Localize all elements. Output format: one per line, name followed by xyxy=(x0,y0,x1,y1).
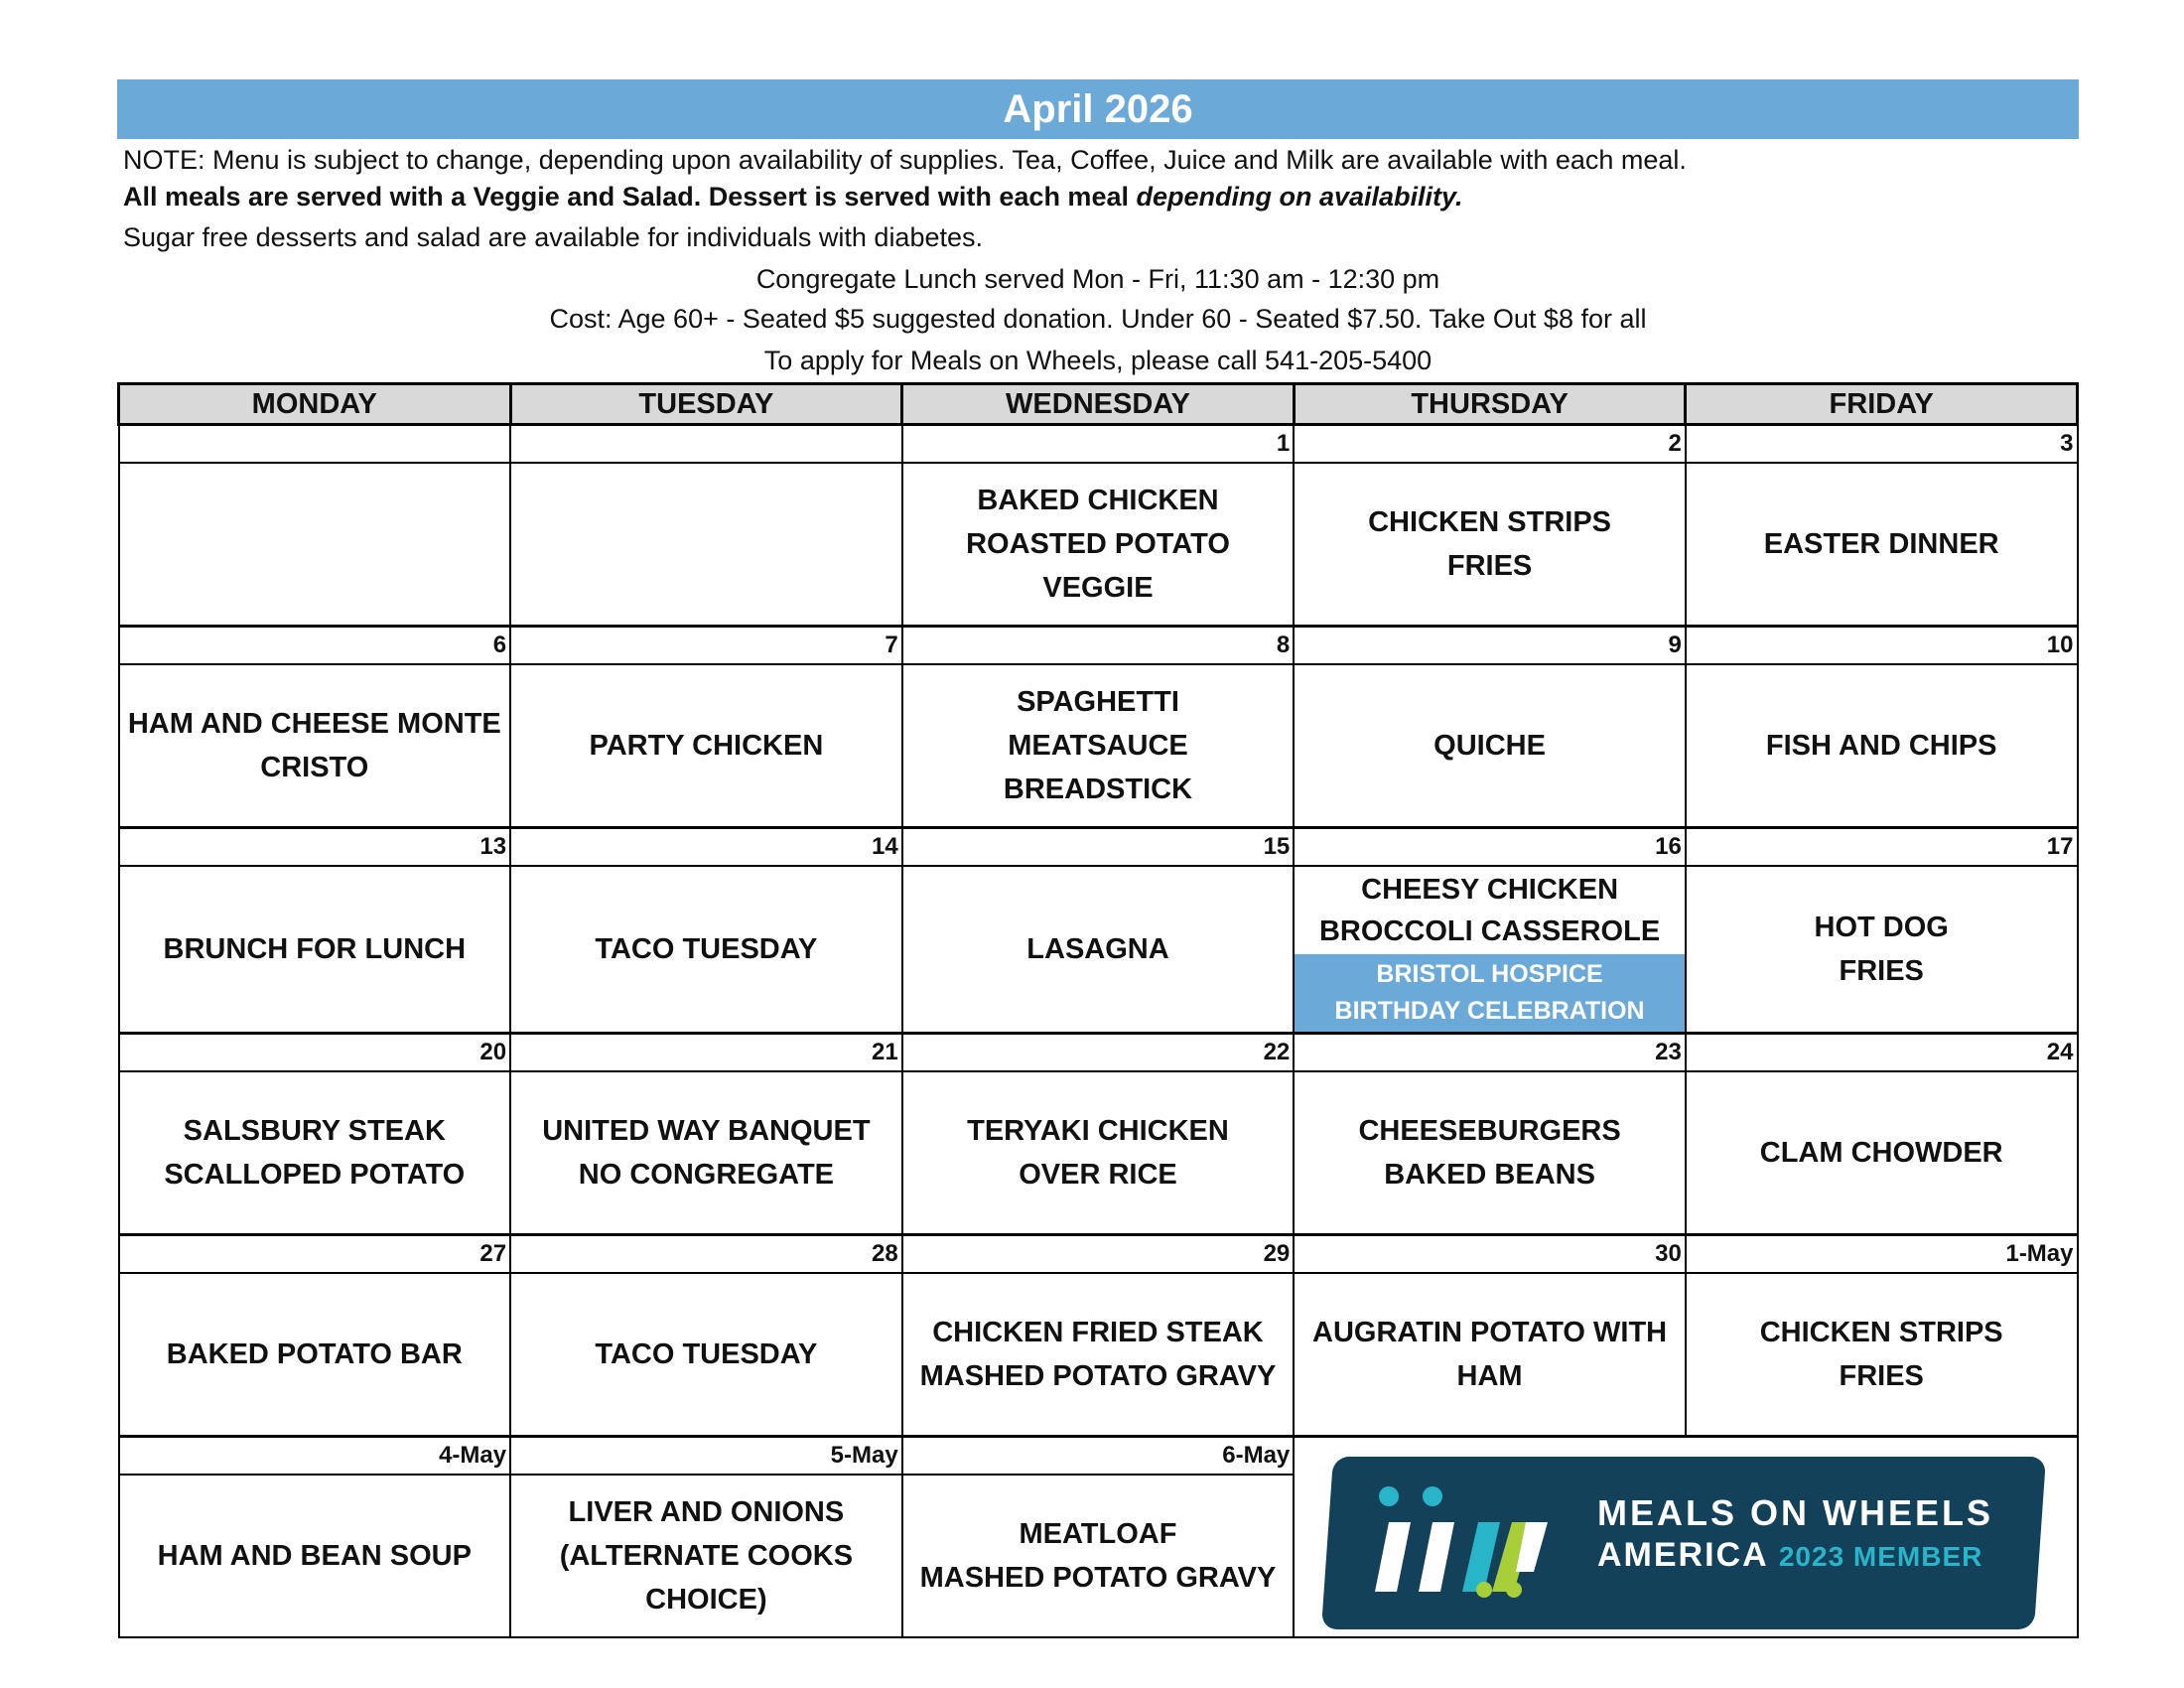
meal-line: CHICKEN STRIPS xyxy=(1368,506,1612,538)
meal-line: TACO TUESDAY xyxy=(595,1338,818,1370)
date-cell: 16 xyxy=(1294,828,1686,867)
menu-calendar xyxy=(117,382,2079,1638)
note-supplies: NOTE: Menu is subject to change, depending upon availability of supplies. Tea, Coffee, Juice and Milk are available with each meal. xyxy=(123,145,1687,175)
meal-line: HAM xyxy=(1456,1360,1523,1392)
date-cell xyxy=(510,425,902,464)
meal-line: HOT DOG xyxy=(1814,912,1949,943)
meal-line: HAM AND CHEESE MONTE xyxy=(127,708,501,740)
note-veggie-italic: depending on availability. xyxy=(1136,182,1463,211)
meal-cell xyxy=(510,866,902,1034)
meal-cell xyxy=(510,1475,902,1637)
meal-line: ROASTED POTATO xyxy=(966,528,1230,560)
date-cell xyxy=(119,425,511,464)
date-row xyxy=(119,828,2078,867)
date-cell: 8 xyxy=(902,627,1295,665)
weekday-header-row xyxy=(119,384,2078,425)
meal-row xyxy=(119,1071,2078,1235)
date-cell: 24 xyxy=(1686,1034,2078,1072)
meal-cell xyxy=(902,664,1295,828)
meal-line: QUICHE xyxy=(1433,730,1546,762)
meal-cell xyxy=(1686,866,2078,1034)
meal-row xyxy=(119,1273,2078,1437)
meal-line: MEATSAUCE xyxy=(1008,730,1188,762)
date-cell: 9 xyxy=(1294,627,1686,665)
date-cell: 1-May xyxy=(1686,1235,2078,1274)
mow-mark-icon xyxy=(1367,1482,1575,1602)
meal-cell xyxy=(1294,866,1686,1034)
event-line: BRISTOL HOSPICE xyxy=(1376,960,1603,988)
meal-line: SCALLOPED POTATO xyxy=(164,1159,466,1191)
meal-line: CLAM CHOWDER xyxy=(1759,1137,2003,1169)
meal-cell xyxy=(119,1475,511,1637)
meal-line: BRUNCH FOR LUNCH xyxy=(163,933,467,965)
meals-on-wheels-logo xyxy=(1321,1457,2046,1629)
meal-line: VEGGIE xyxy=(1042,572,1154,604)
meal-line: CHOICE) xyxy=(645,1584,767,1616)
date-row xyxy=(119,425,2078,464)
date-cell: 30 xyxy=(1294,1235,1686,1274)
meal-row xyxy=(119,463,2078,627)
meal-cell xyxy=(902,866,1295,1034)
weekday-header: FRIDAY xyxy=(1686,384,2078,425)
date-cell: 13 xyxy=(119,828,511,867)
meal-row xyxy=(119,664,2078,828)
date-cell: 27 xyxy=(119,1235,511,1274)
date-row xyxy=(119,1437,2078,1476)
date-cell: 15 xyxy=(902,828,1295,867)
note-veggie-salad xyxy=(123,182,1463,212)
weekday-header: TUESDAY xyxy=(510,384,902,425)
meal-line: OVER RICE xyxy=(1019,1159,1177,1191)
congregate-hours: Congregate Lunch served Mon - Fri, 11:30 am - 12:30 pm xyxy=(755,264,1440,294)
meal-cell xyxy=(1686,1071,2078,1235)
meal-cell xyxy=(510,1273,902,1437)
weekday-header: THURSDAY xyxy=(1294,384,1686,425)
meal-cell xyxy=(119,866,511,1034)
date-row xyxy=(119,1235,2078,1274)
meal-cell xyxy=(1294,463,1686,627)
date-cell: 28 xyxy=(510,1235,902,1274)
meal-cell xyxy=(1294,1273,1686,1437)
meal-line: MASHED POTATO GRAVY xyxy=(919,1360,1277,1392)
meal-cell xyxy=(902,1273,1295,1437)
calendar-title: April 2026 xyxy=(117,79,2079,139)
meal-line: BREADSTICK xyxy=(1003,774,1193,805)
meal-lines xyxy=(1295,867,1685,952)
note-diabetes: Sugar free desserts and salad are available for individuals with diabetes. xyxy=(123,222,984,252)
meal-line: PARTY CHICKEN xyxy=(589,730,824,762)
meal-line: UNITED WAY BANQUET xyxy=(542,1115,871,1147)
meal-cell xyxy=(510,664,902,828)
note-veggie-main: All meals are served with a Veggie and Salad. Dessert is served with each meal xyxy=(123,182,1137,211)
meal-line: CHEESY CHICKEN xyxy=(1361,874,1619,906)
meal-line: MASHED POTATO GRAVY xyxy=(919,1562,1277,1594)
event-banner xyxy=(1295,954,1685,1032)
date-cell: 20 xyxy=(119,1034,511,1072)
meal-line: HAM AND BEAN SOUP xyxy=(157,1540,472,1572)
logo-line-2 xyxy=(1597,1536,1982,1575)
meal-cell xyxy=(119,1273,511,1437)
meal-line: CHICKEN FRIED STEAK xyxy=(932,1317,1264,1348)
meal-line: AUGRATIN POTATO WITH xyxy=(1312,1317,1668,1348)
date-cell: 22 xyxy=(902,1034,1295,1072)
meal-line: BAKED BEANS xyxy=(1384,1159,1595,1191)
meal-cell xyxy=(1686,463,2078,627)
meal-cell xyxy=(1686,1273,2078,1437)
meal-line: SALSBURY STEAK xyxy=(183,1115,446,1147)
meal-cell xyxy=(119,664,511,828)
meal-line: CHEESEBURGERS xyxy=(1358,1115,1621,1147)
meal-cell-empty xyxy=(119,463,511,627)
date-cell: 29 xyxy=(902,1235,1295,1274)
meal-cell xyxy=(902,463,1295,627)
event-line: BIRTHDAY CELEBRATION xyxy=(1334,997,1645,1025)
meal-cell xyxy=(902,1071,1295,1235)
meal-line: LIVER AND ONIONS xyxy=(568,1496,845,1528)
meal-line: BAKED CHICKEN xyxy=(977,485,1219,516)
date-cell: 2 xyxy=(1294,425,1686,464)
logo-america: AMERICA xyxy=(1597,1536,1768,1574)
meal-line: LASAGNA xyxy=(1026,933,1169,965)
date-cell: 6-May xyxy=(902,1437,1295,1476)
date-cell: 5-May xyxy=(510,1437,902,1476)
date-cell: 7 xyxy=(510,627,902,665)
meal-line: MEATLOAF xyxy=(1019,1518,1177,1550)
meal-line: NO CONGREGATE xyxy=(578,1159,835,1191)
meal-line: FISH AND CHIPS xyxy=(1765,730,1997,762)
meal-line: (ALTERNATE COOKS xyxy=(559,1540,854,1572)
meal-line: SPAGHETTI xyxy=(1017,686,1179,718)
meal-cell xyxy=(510,1071,902,1235)
logo-line-1: MEALS ON WHEELS xyxy=(1597,1492,1994,1533)
date-row xyxy=(119,627,2078,665)
date-cell: 3 xyxy=(1686,425,2078,464)
meal-cell xyxy=(902,1475,1295,1637)
meal-line: EASTER DINNER xyxy=(1763,528,1999,560)
meal-cost: Cost: Age 60+ - Seated $5 suggested donation. Under 60 - Seated $7.50. Take Out $8 for all xyxy=(549,304,1647,334)
apply-phone: To apply for Meals on Wheels, please call 541-205-5400 xyxy=(763,346,1433,375)
meal-line: CHICKEN STRIPS xyxy=(1759,1317,2003,1348)
date-cell: 14 xyxy=(510,828,902,867)
date-cell: 1 xyxy=(902,425,1295,464)
meal-line: BROCCOLI CASSEROLE xyxy=(1318,915,1661,947)
date-cell: 10 xyxy=(1686,627,2078,665)
meal-row xyxy=(119,866,2078,1034)
date-cell: 23 xyxy=(1294,1034,1686,1072)
weekday-header: WEDNESDAY xyxy=(902,384,1295,425)
meal-line: FRIES xyxy=(1839,1360,1924,1392)
meal-line: FRIES xyxy=(1839,955,1924,987)
meal-cell xyxy=(1294,1071,1686,1235)
date-row xyxy=(119,1034,2078,1072)
meal-line: TERYAKI CHICKEN xyxy=(967,1115,1229,1147)
logo-member-year: 2023 MEMBER xyxy=(1779,1541,1983,1572)
meal-cell-empty xyxy=(510,463,902,627)
meal-line: CRISTO xyxy=(260,752,369,783)
meal-line: FRIES xyxy=(1446,550,1533,582)
weekday-header: MONDAY xyxy=(119,384,511,425)
meal-line: TACO TUESDAY xyxy=(595,933,818,965)
meal-cell xyxy=(1686,664,2078,828)
logo-cell xyxy=(1294,1437,2077,1638)
date-cell: 6 xyxy=(119,627,511,665)
date-cell: 4-May xyxy=(119,1437,511,1476)
date-cell: 17 xyxy=(1686,828,2078,867)
meal-line: BAKED POTATO BAR xyxy=(166,1338,463,1370)
date-cell: 21 xyxy=(510,1034,902,1072)
meal-cell xyxy=(119,1071,511,1235)
meal-cell xyxy=(1294,664,1686,828)
